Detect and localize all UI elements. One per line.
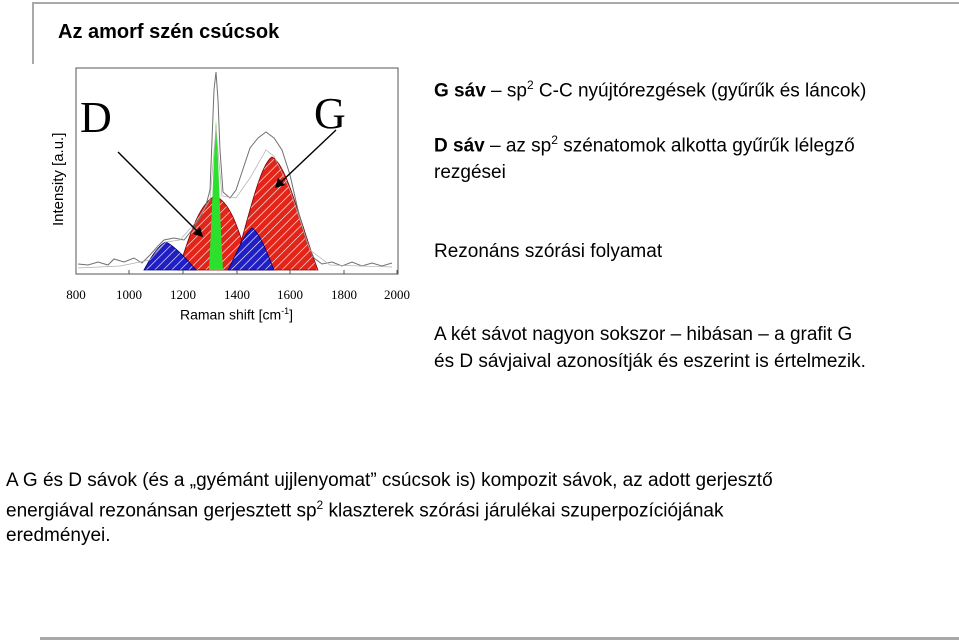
y-axis-label: Intensity [a.u.] — [50, 132, 67, 226]
x-tick-label: 800 — [66, 287, 86, 302]
x-tick-label: 1200 — [170, 287, 196, 302]
x-tick-label: 1800 — [331, 287, 357, 302]
d-band-line2: rezgései — [434, 162, 506, 184]
x-tick-label: 1000 — [116, 287, 142, 302]
x-tick-label: 1400 — [224, 287, 250, 302]
x-tick-label: 2000 — [384, 287, 410, 302]
peak-label-g: G — [314, 89, 346, 138]
g-band-term: G sáv — [434, 80, 486, 102]
resonant-process-text: Rezonáns szórási folyamat — [434, 241, 663, 262]
slide-title: Az amorf szén csúcsok — [58, 21, 280, 43]
x-tick-label: 1600 — [277, 287, 303, 302]
d-band-description: D sáv – az $sp^2$ szénatomok alkotta gyűrűk lélegző rezgései — [434, 133, 855, 184]
g-band-description: G sáv – $sp^2$ C-C nyújtórezgések (gyűrűk és láncok) — [434, 78, 867, 102]
x-axis-label: Raman shift $[cm^{-1}]$ — [180, 306, 294, 323]
misidentification-text: A két sávot nagyon sokszor – hibásan – a grafit G és D sávjaival azonosítják és eszerint is értelmezik. — [434, 324, 866, 372]
peak-label-d: D — [80, 93, 112, 142]
x-tick-labels — [50, 287, 430, 305]
summary-paragraph: A G és D sávok (és a „gyémánt ujjlenyomat” csúcsok is) kompozit sávok, az adott gerjesztő energiával rezonánsan gerjesztett $sp^2$ klaszterek szórási járulékai szuperpozíciójának eredményei. — [6, 470, 773, 547]
bottom-rule — [40, 637, 959, 640]
d-band-term: D sáv — [434, 135, 485, 157]
